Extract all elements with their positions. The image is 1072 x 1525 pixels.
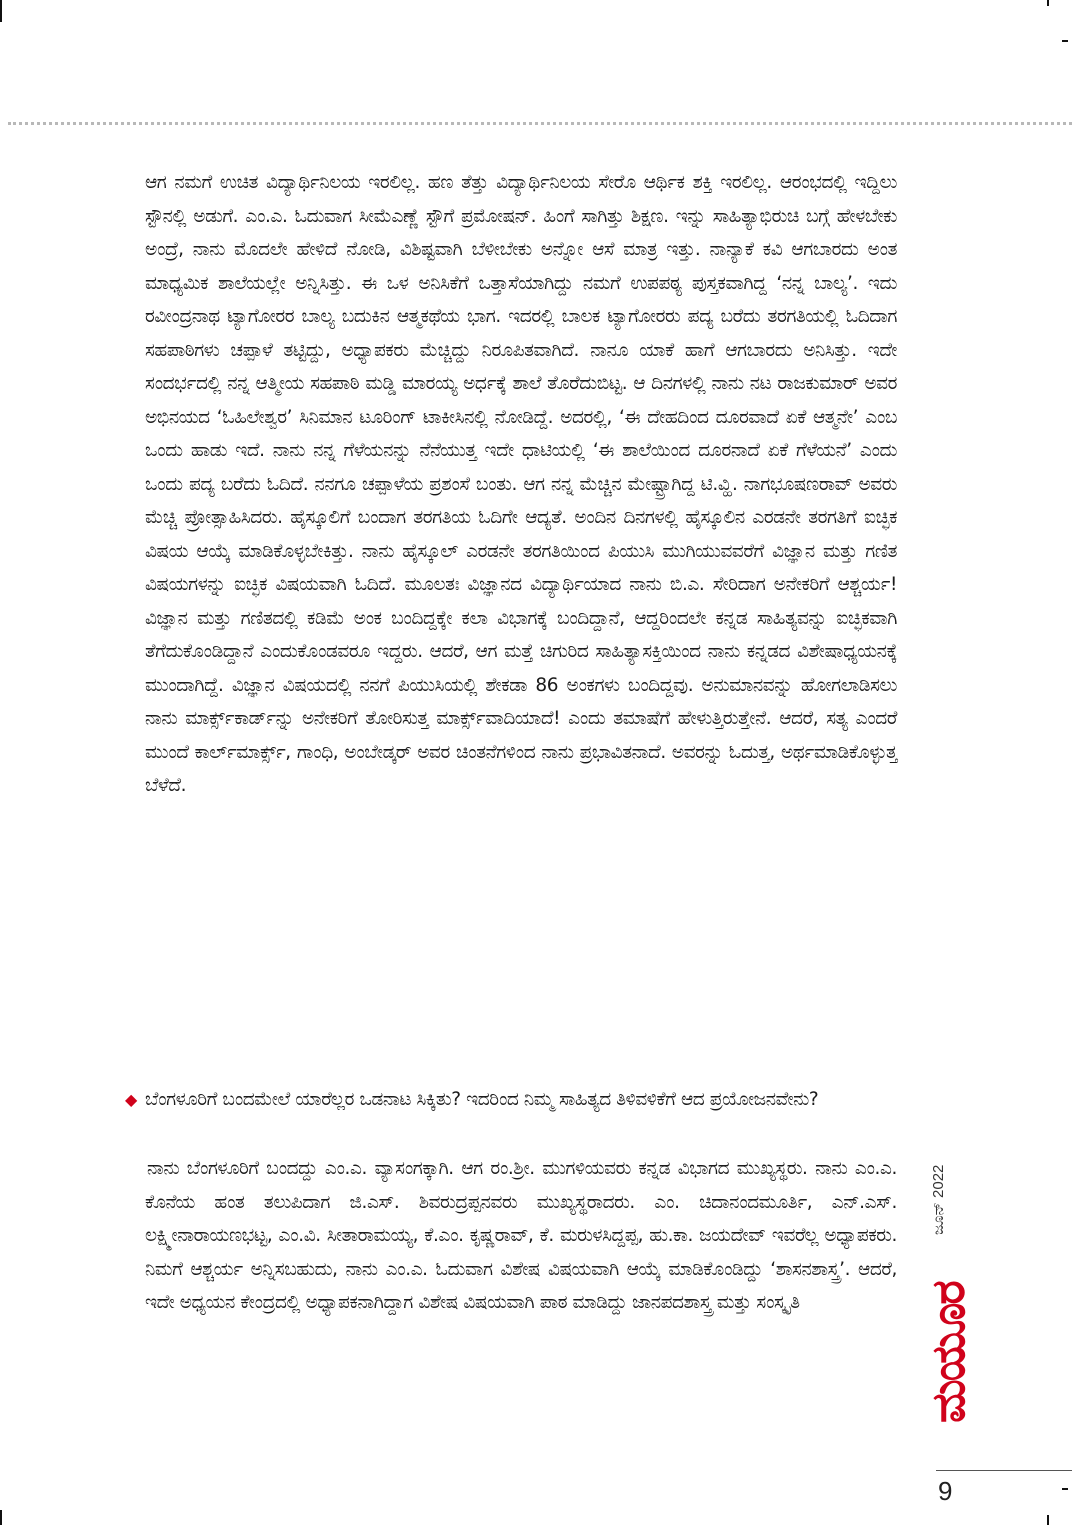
header-dotted-rule [8,122,1072,125]
diamond-bullet-icon: ◆ [125,1090,137,1109]
magazine-logo: ಮಯೂರ [921,1282,975,1423]
footer-rule [936,1470,1072,1471]
page-number: 9 [938,1476,953,1506]
crop-mark-top-left [0,0,2,22]
body-paragraph: ಆಗ ನಮಗೆ ಉಚಿತ ವಿದ್ಯಾರ್ಥಿನಿಲಯ ಇರಲಿಲ್ಲ. ಹಣ ತೆತ್ತು ವಿದ್ಯಾರ್ಥಿನಿಲಯ ಸೇರೊ ಆರ್ಥಿಕ ಶಕ್ತಿ ಇರಲಿಲ್ಲ. ಆರಂಭದಲ್ಲಿ ಇದ್ದಿಲು ಸ್ಟೌನಲ್ಲಿ ಅಡುಗೆ. ಎಂ.ಎ. ಓದುವಾಗ ಸೀಮೆಎಣ್ಣೆ ಸ್ಟೌಗೆ ಪ್ರಮೋಷನ್. ಹಿಂಗೆ ಸಾಗಿತ್ತು ಶಿಕ್ಷಣ. ಇನ್ನು ಸಾಹಿತ್ಯಾಭಿರುಚಿ ಬಗ್ಗೆ ಹೇಳಬೇಕು ಅಂದ್ರೆ, ನಾನು ಮೊದಲೇ ಹೇಳಿದೆ ನೋಡಿ, ವಿಶಿಷ್ಟವಾಗಿ ಬೆಳೀಬೇಕು ಅನ್ನೋ ಆಸೆ ಮಾತ್ರ ಇತ್ತು. ನಾನ್ಯಾಕೆ ಕವಿ ಆಗಬಾರದು ಅಂತ ಮಾಧ್ಯಮಿಕ ಶಾಲೆಯಲ್ಲೇ ಅನ್ನಿಸಿತ್ತು. ಈ ಒಳ ಅನಿಸಿಕೆಗೆ ಒತ್ತಾಸೆಯಾಗಿದ್ದು ನಮಗೆ ಉಪಪಠ್ಯ ಪುಸ್ತಕವಾಗಿದ್ದ ‘ನನ್ನ ಬಾಲ್ಯ’. ಇದು ರವೀಂದ್ರನಾಥ ಟ್ಯಾಗೋರರ ಬಾಲ್ಯ ಬದುಕಿನ ಆತ್ಮಕಥೆಯ ಭಾಗ. ಇದರಲ್ಲಿ ಬಾಲಕ ಟ್ಯಾಗೋರರು ಪದ್ಯ ಬರೆದು ತರಗತಿಯಲ್ಲಿ ಓದಿದಾಗ ಸಹಪಾಠಿಗಳು ಚಪ್ಪಾಳೆ ತಟ್ಟಿದ್ದು, ಅಧ್ಯಾಪಕರು ಮೆಚ್ಚಿದ್ದು ನಿರೂಪಿತವಾಗಿದೆ. ನಾನೂ ಯಾಕೆ ಹಾಗೆ ಆಗಬಾರದು ಅನಿಸಿತ್ತು. ಇದೇ ಸಂದರ್ಭದಲ್ಲಿ ನನ್ನ ಆತ್ಮೀಯ ಸಹಪಾಠಿ ಮಡ್ಡಿ ಮಾರಯ್ಯ ಅರ್ಧಕ್ಕೆ ಶಾಲೆ ತೊರೆದುಬಿಟ್ಟ. ಆ ದಿನಗಳಲ್ಲಿ ನಾನು ನಟ ರಾಜಕುಮಾರ್ ಅವರ ಅಭಿನಯದ ‘ಓಹಿಲೇಶ್ವರ’ ಸಿನಿಮಾನ ಟೂರಿಂಗ್ ಟಾಕೀಸಿನಲ್ಲಿ ನೋಡಿದ್ದೆ. ಅದರಲ್ಲಿ, ‘ಈ ದೇಹದಿಂದ ದೂರವಾದೆ ಏಕೆ ಆತ್ಮನೇ’ ಎಂಬ ಒಂದು ಹಾಡು ಇದೆ. ನಾನು ನನ್ನ ಗೆಳೆಯನನ್ನು ನೆನೆಯುತ್ತ ಇದೇ ಧಾಟಿಯಲ್ಲಿ ‘ಈ ಶಾಲೆಯಿಂದ ದೂರನಾದೆ ಏಕೆ ಗೆಳೆಯನೆ’ ಎಂದು ಒಂದು ಪದ್ಯ ಬರೆದು ಓದಿದೆ. ನನಗೂ ಚಪ್ಪಾಳೆಯ ಪ್ರಶಂಸೆ ಬಂತು. ಆಗ ನನ್ನ ಮೆಚ್ಚಿನ ಮೇಷ್ಟ್ರಾಗಿದ್ದ ಟಿ.ವ್ಹಿ. ನಾಗಭೂಷಣರಾವ್ ಅವರು ಮೆಚ್ಚಿ ಪ್ರೋತ್ಸಾಹಿಸಿದರು. ಹೈಸ್ಕೂಲಿಗೆ ಬಂದಾಗ ತರಗತಿಯ ಓದಿಗೇ ಆದ್ಯತೆ. ಅಂದಿನ ದಿನಗಳಲ್ಲಿ ಹೈಸ್ಕೂಲಿನ ಎರಡನೇ ತರಗತಿಗೆ ಐಚ್ಛಿಕ ವಿಷಯ ಆಯ್ಕೆ ಮಾಡಿಕೊಳ್ಳಬೇಕಿತ್ತು. ನಾನು ಹೈಸ್ಕೂಲ್ ಎರಡನೇ ತರಗತಿಯಿಂದ ಪಿಯುಸಿ ಮುಗಿಯುವವರೆಗೆ ವಿಜ್ಞಾನ ಮತ್ತು ಗಣಿತ ವಿಷಯಗಳನ್ನು ಐಚ್ಛಿಕ ವಿಷಯವಾಗಿ ಓದಿದೆ. ಮೂಲತಃ ವಿಜ್ಞಾನದ ವಿದ್ಯಾರ್ಥಿಯಾದ ನಾನು ಬಿ.ಎ. ಸೇರಿದಾಗ ಅನೇಕರಿಗೆ ಆಶ್ಚರ್ಯ! ವಿಜ್ಞಾನ ಮತ್ತು ಗಣಿತದಲ್ಲಿ ಕಡಿಮೆ ಅಂಕ ಬಂದಿದ್ದಕ್ಕೇ ಕಲಾ ವಿಭಾಗಕ್ಕೆ ಬಂದಿದ್ದಾನೆ, ಆದ್ದರಿಂದಲೇ ಕನ್ನಡ ಸಾಹಿತ್ಯವನ್ನು ಐಚ್ಛಿಕವಾಗಿ ತೆಗೆದುಕೊಂಡಿದ್ದಾನೆ ಎಂದುಕೊಂಡವರೂ ಇದ್ದರು. ಆದರೆ, ಆಗ ಮತ್ತೆ ಚಿಗುರಿದ ಸಾಹಿತ್ಯಾಸಕ್ತಿಯಿಂದ ನಾನು ಕನ್ನಡದ ವಿಶೇಷಾಧ್ಯಯನಕ್ಕೆ ಮುಂದಾಗಿದ್ದೆ. ವಿಜ್ಞಾನ ವಿಷಯದಲ್ಲಿ ನನಗೆ ಪಿಯುಸಿಯಲ್ಲಿ ಶೇಕಡಾ 86 ಅಂಕಗಳು ಬಂದಿದ್ದವು. ಅನುಮಾನವನ್ನು ಹೋಗಲಾಡಿಸಲು ನಾನು ಮಾರ್ಕ್ಸ್‌ಕಾರ್ಡ್‌ನ್ನು ಅನೇಕರಿಗೆ ತೋರಿಸುತ್ತ ಮಾರ್ಕ್ಸ್‌ವಾದಿಯಾದೆ! ಎಂದು ತಮಾಷೆಗೆ ಹೇಳುತ್ತಿರುತ್ತೇನೆ. ಆದರೆ, ಸತ್ಯ ಎಂದರೆ ಮುಂದೆ ಕಾರ್ಲ್‌ಮಾರ್ಕ್ಸ್, ಗಾಂಧಿ, ಅಂಬೇಡ್ಕರ್ ಅವರ ಚಿಂತನೆಗಳಿಂದ ನಾನು ಪ್ರಭಾವಿತನಾದೆ. ಅವರನ್ನು ಓದುತ್ತ, ಅರ್ಥಮಾಡಿಕೊಳ್ಳುತ್ತ ಬೆಳೆದೆ. [145,172,897,796]
body-text-block [145,166,897,803]
crop-mark-bottom-left [0,1510,2,1525]
interview-question [125,1083,897,1117]
issue-date: ಜೂನ್ 2022 [930,1164,947,1235]
question-text: ಬೆಂಗಳೂರಿಗೆ ಬಂದಮೇಲೆ ಯಾರೆಲ್ಲರ ಒಡನಾಟ ಸಿಕ್ಕಿತು? ಇದರಿಂದ ನಿಮ್ಮ ಸಾಹಿತ್ಯದ ತಿಳಿವಳಿಕೆಗೆ ಆದ ಪ್ರಯೋಜನವೇನು? [145,1089,819,1110]
crop-mark-top-right [1047,0,1049,6]
crop-mark-bottom-right-tick [1062,1488,1068,1490]
crop-mark-bottom-right [1047,1515,1049,1525]
answer-paragraph: ನಾನು ಬೆಂಗಳೂರಿಗೆ ಬಂದದ್ದು ಎಂ.ಎ. ವ್ಯಾಸಂಗಕ್ಕಾಗಿ. ಆಗ ರಂ.ಶ್ರೀ. ಮುಗಳಿಯವರು ಕನ್ನಡ ವಿಭಾಗದ ಮುಖ್ಯಸ್ಥರು. ನಾನು ಎಂ.ಎ. ಕೊನೆಯ ಹಂತ ತಲುಪಿದಾಗ ಜಿ.ಎಸ್. ಶಿವರುದ್ರಪ್ಪನವರು ಮುಖ್ಯಸ್ಥರಾದರು. ಎಂ. ಚಿದಾನಂದಮೂರ್ತಿ, ಎನ್.ಎಸ್. ಲಕ್ಷ್ಮೀನಾರಾಯಣಭಟ್ಟ, ಎಂ.ವಿ. ಸೀತಾರಾಮಯ್ಯ, ಕೆ.ಎಂ. ಕೃಷ್ಣರಾವ್, ಕೆ. ಮರುಳಸಿದ್ದಪ್ಪ, ಹು.ಕಾ. ಜಯದೇವ್ ಇವರೆಲ್ಲ ಅಧ್ಯಾಪಕರು. ನಿಮಗೆ ಆಶ್ಚರ್ಯ ಅನ್ನಿಸಬಹುದು, ನಾನು ಎಂ.ಎ. ಓದುವಾಗ ವಿಶೇಷ ವಿಷಯವಾಗಿ ಆಯ್ಕೆ ಮಾಡಿಕೊಂಡಿದ್ದು ‘ಶಾಸನಶಾಸ್ತ್ರ’. ಆದರೆ, ಇದೇ ಅಧ್ಯಯನ ಕೇಂದ್ರದಲ್ಲಿ ಅಧ್ಯಾಪಕನಾಗಿದ್ದಾಗ ವಿಶೇಷ ವಿಷಯವಾಗಿ ಪಾಠ ಮಾಡಿದ್ದು ಜಾನಪದಶಾಸ್ತ್ರ ಮತ್ತು ಸಂಸ್ಕೃತಿ [145,1158,897,1313]
crop-mark-top-right-tick [1062,40,1068,42]
